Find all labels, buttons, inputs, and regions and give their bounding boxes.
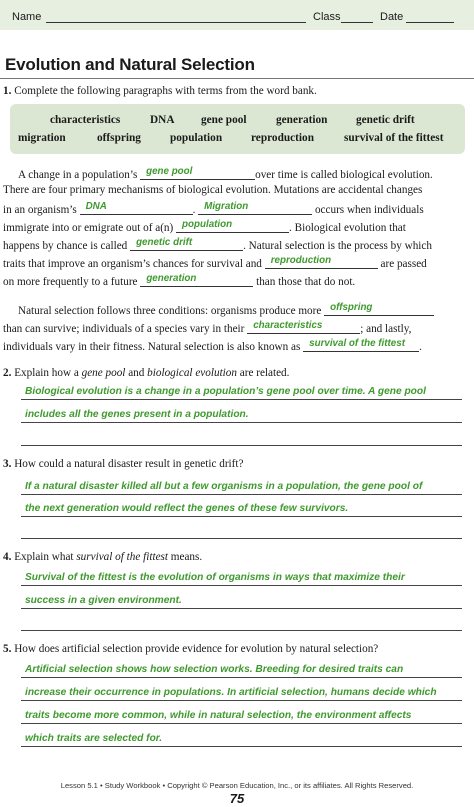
q2-answer-line: includes all the genes present in a population.: [25, 409, 249, 420]
q4-prompt-text: means.: [170, 551, 203, 563]
word-bank-term: migration: [18, 132, 66, 144]
fill-blank[interactable]: [176, 219, 289, 233]
page-title: Evolution and Natural Selection: [5, 55, 255, 74]
q2-term: biological evolution: [147, 367, 237, 379]
word-bank-term: genetic drift: [356, 114, 415, 126]
answer-rule[interactable]: [21, 746, 462, 747]
date-field[interactable]: [406, 22, 454, 23]
paragraph-line: [3, 273, 355, 289]
q5-answer-line: increase their occurrence in populations. In artificial selection, humans decide which: [25, 687, 437, 698]
blank-answer: characteristics: [253, 320, 323, 331]
title-divider: [0, 78, 474, 79]
date-label: Date: [380, 11, 404, 23]
paragraph-text: are passed: [380, 258, 427, 270]
q3-answer-line: the next generation would reflect the genes of these few survivors.: [25, 503, 349, 514]
blank-answer: population: [182, 219, 233, 230]
answer-rule[interactable]: [21, 608, 462, 609]
paragraph-text: Natural selection follows three conditions: organisms produce more: [18, 305, 322, 317]
q1-prompt-text: Complete the following paragraphs with terms from the word bank.: [14, 85, 317, 97]
blank-answer: genetic drift: [136, 237, 193, 248]
copyright-footer: Lesson 5.1 • Study Workbook • Copyright © Pearson Education, Inc., or its affiliates. All Rights Reserved.: [60, 781, 414, 790]
paragraph-text: traits that improve an organism’s chances for survival and: [3, 258, 262, 270]
answer-rule[interactable]: [21, 585, 462, 586]
answer-rule[interactable]: [21, 494, 462, 495]
blank-answer: survival of the fittest: [309, 338, 405, 349]
paragraph-text: than those that do not.: [256, 276, 356, 288]
paragraph-text: ; and lastly,: [360, 323, 412, 335]
answer-rule[interactable]: [21, 700, 462, 701]
answer-rule[interactable]: [21, 538, 462, 539]
q5-number: 5.: [3, 643, 12, 655]
fill-blank[interactable]: [265, 255, 378, 269]
blank-answer: gene pool: [146, 166, 193, 177]
q5-answer-line: Artificial selection shows how selection works. Breeding for desired traits can: [25, 664, 404, 675]
paragraph-text: .: [192, 204, 196, 216]
paragraph-text: happens by chance is called: [3, 240, 128, 252]
class-label: Class: [313, 11, 341, 23]
q4-answer-line: success in a given environment.: [25, 595, 182, 606]
answer-rule[interactable]: [21, 677, 462, 678]
paragraph-text: on more frequently to a future: [3, 276, 138, 288]
fill-blank[interactable]: [198, 201, 312, 215]
paragraph-text: A change in a population’s: [18, 169, 138, 181]
q3-prompt: [3, 457, 243, 471]
paragraph-text: than can survive; individuals of a species vary in their: [3, 323, 245, 335]
paragraph-line: There are four primary mechanisms of biological evolution. Mutations are accidental changes: [3, 184, 423, 196]
fill-blank[interactable]: [247, 320, 360, 334]
answer-rule[interactable]: [21, 630, 462, 631]
q5-prompt-text: How does artificial selection provide evidence for evolution by natural selection?: [14, 643, 379, 655]
paragraph-line: [3, 338, 422, 354]
q3-number: 3.: [3, 458, 12, 470]
answer-rule[interactable]: [21, 516, 462, 517]
q1-prompt: [3, 84, 317, 98]
blank-answer: offspring: [330, 302, 373, 313]
paragraph-text: . Natural selection is the process by which: [243, 240, 432, 252]
q2-prompt-text: and: [128, 367, 145, 379]
q2-number: 2.: [3, 367, 12, 379]
paragraph-text: over time is called biological evolution.: [255, 169, 433, 181]
paragraph-text: occurs when individuals: [314, 204, 424, 216]
word-bank-term: survival of the fittest: [344, 132, 444, 144]
paragraph-text: immigrate into or emigrate out of a(n): [3, 222, 174, 234]
q5-answer-line: which traits are selected for.: [25, 733, 163, 744]
name-field[interactable]: [46, 22, 306, 23]
paragraph-text: .: [419, 341, 422, 353]
blank-answer: reproduction: [270, 255, 332, 266]
paragraph-text: individuals vary in their fitness. Natural selection is also known as: [3, 341, 301, 353]
paragraph-text: . Biological evolution that: [289, 222, 406, 234]
fill-blank[interactable]: [303, 338, 419, 352]
class-field[interactable]: [341, 22, 373, 23]
answer-rule[interactable]: [21, 422, 462, 423]
q4-prompt-text: Explain what: [14, 551, 74, 563]
worksheet-header: [0, 0, 474, 30]
q5-prompt: [3, 642, 378, 656]
q3-answer-line: If a natural disaster killed all but a few organisms in a population, the gene pool of: [25, 481, 423, 492]
fill-blank[interactable]: [140, 166, 255, 180]
fill-blank[interactable]: [80, 201, 193, 215]
answer-rule[interactable]: [21, 445, 462, 446]
fill-blank[interactable]: [130, 237, 243, 251]
word-bank-term: population: [170, 132, 223, 144]
q2-term: gene pool: [81, 367, 126, 379]
q4-answer-line: Survival of the fittest is the evolution of organisms in ways that maximize their: [25, 572, 405, 583]
paragraph-line: [3, 320, 411, 336]
q4-prompt: [3, 550, 202, 564]
paragraph-line: [3, 201, 424, 217]
paragraph-line: [3, 255, 427, 271]
paragraph-text: in an organism’s: [3, 204, 77, 216]
q2-prompt-text: are related.: [239, 367, 290, 379]
paragraph-line: [18, 302, 434, 318]
q5-answer-line: traits become more common, while in natural selection, the environment affects: [25, 710, 412, 721]
paragraph-line: [18, 166, 433, 182]
word-bank-term: characteristics: [50, 114, 121, 126]
answer-rule[interactable]: [21, 723, 462, 724]
blank-answer: generation: [146, 273, 197, 284]
word-bank: [10, 104, 465, 154]
q3-prompt-text: How could a natural disaster result in genetic drift?: [14, 458, 244, 470]
answer-rule[interactable]: [21, 399, 462, 400]
q2-prompt-text: Explain how a: [14, 367, 79, 379]
word-bank-term: gene pool: [201, 114, 247, 126]
name-label: Name: [12, 11, 42, 23]
word-bank-term: reproduction: [251, 132, 314, 144]
word-bank-term: DNA: [150, 114, 175, 126]
page-number: 75: [229, 791, 245, 806]
paragraph-line: [3, 237, 432, 253]
q2-answer-line: Biological evolution is a change in a population’s gene pool over time. A gene pool: [25, 386, 426, 397]
q4-number: 4.: [3, 551, 12, 563]
q1-number: 1.: [3, 85, 12, 97]
fill-blank[interactable]: [324, 302, 434, 316]
q2-prompt: [3, 366, 289, 380]
blank-answer: DNA: [85, 201, 107, 212]
blank-answer: Migration: [204, 201, 249, 212]
word-bank-term: generation: [276, 114, 328, 126]
paragraph-line: [3, 219, 406, 235]
q4-term: survival of the fittest: [76, 551, 168, 563]
fill-blank[interactable]: [140, 273, 253, 287]
word-bank-term: offspring: [97, 132, 141, 144]
